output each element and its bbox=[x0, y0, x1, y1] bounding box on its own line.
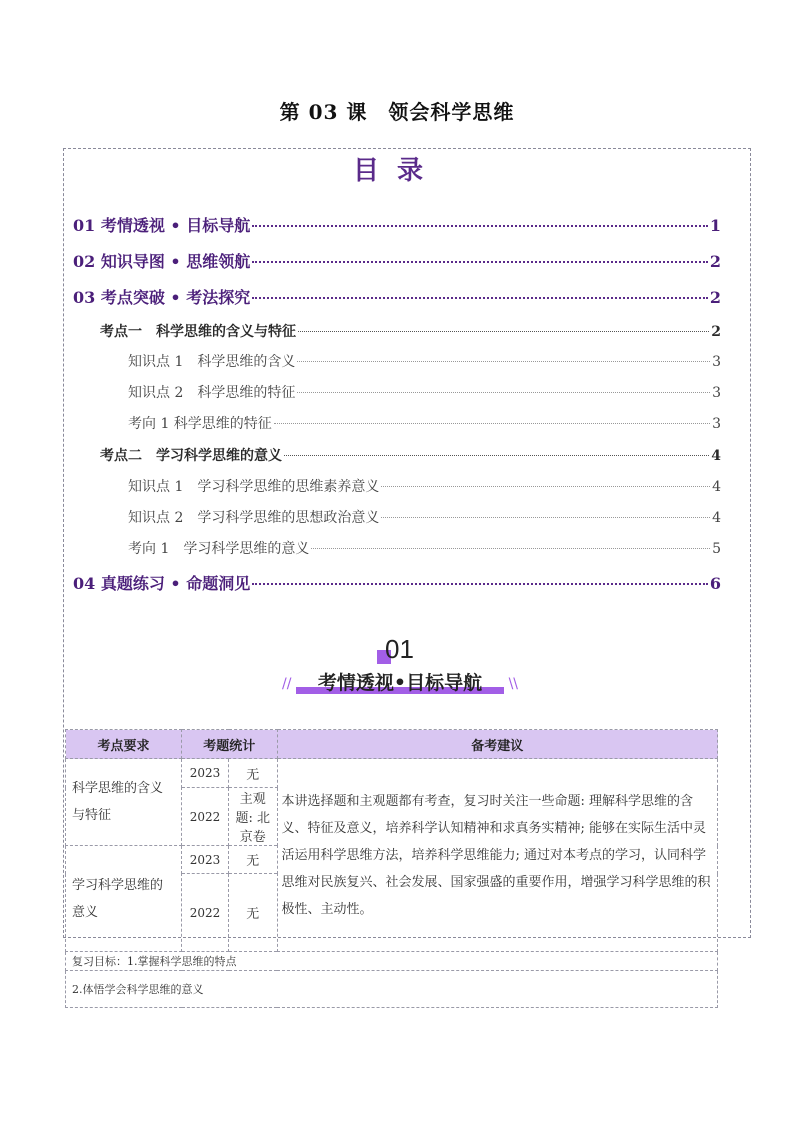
toc-entry-label: 04 真题练习 • 命题洞见 bbox=[73, 574, 251, 593]
toc-entry[interactable] bbox=[128, 413, 721, 433]
toc-entry-page: 1 bbox=[709, 216, 721, 235]
toc-entry-page: 2 bbox=[711, 324, 721, 340]
toc-entry[interactable] bbox=[73, 285, 721, 308]
toc-leader bbox=[381, 517, 710, 518]
review-goal-line: 2.体悟学会科学思维的意义 bbox=[66, 971, 718, 1008]
stat-cell: 无 bbox=[229, 846, 278, 874]
topic-cell: 学习科学思维的意义 bbox=[66, 846, 182, 952]
page-title: 第 03 课 领会科学思维 bbox=[279, 100, 515, 124]
toc-entry-page: 4 bbox=[712, 510, 721, 526]
toc-leader bbox=[284, 455, 709, 456]
toc-entry-label: 02 知识导图 • 思维领航 bbox=[73, 252, 251, 271]
toc-entry-label: 考向 1 科学思维的特征 bbox=[128, 416, 272, 432]
toc-leader bbox=[297, 392, 710, 393]
toc-entry[interactable] bbox=[128, 538, 721, 558]
table-header-row bbox=[66, 730, 718, 759]
toc-entry-page: 2 bbox=[709, 252, 721, 271]
table-row bbox=[66, 971, 718, 1008]
table-row bbox=[66, 759, 718, 788]
year-cell: 2022 bbox=[182, 874, 229, 952]
topic-cell: 科学思维的含义与特征 bbox=[66, 759, 182, 846]
year-cell: 2023 bbox=[182, 846, 229, 874]
toc-entry-page: 6 bbox=[709, 574, 721, 593]
toc-leader bbox=[381, 486, 710, 487]
table-header: 考点要求 bbox=[66, 730, 182, 759]
toc-entry-label: 知识点 1 学习科学思维的思维素养意义 bbox=[128, 479, 380, 495]
toc-entry[interactable] bbox=[73, 213, 721, 236]
toc-entry[interactable] bbox=[128, 351, 721, 371]
section-number bbox=[377, 634, 427, 664]
advice-cell: 本讲选择题和主观题都有考查，复习时关注一些命题: 理解科学思维的含义、特征及意义，培养科学认知精神和求真务实精神; 能够在实际生活中灵活运用科学思维方法，培养科学思维能力; 通过对本考点的学习，认同科学思维对民族复兴、社会发展、国家强盛的重要作用，增强学习科学思维的积极性、主动性。 bbox=[277, 759, 717, 952]
stat-cell: 主观题: 北京卷 bbox=[229, 788, 278, 846]
slash-decoration-icon: // bbox=[282, 676, 292, 692]
toc-entry[interactable] bbox=[128, 476, 721, 496]
review-goal-line: 复习目标：1.掌握科学思维的特点 bbox=[66, 952, 718, 971]
toc-entry-page: 4 bbox=[712, 479, 721, 495]
exam-analysis-table bbox=[65, 729, 718, 1008]
toc-entry[interactable] bbox=[73, 571, 721, 594]
toc-entry-page: 3 bbox=[712, 354, 721, 370]
toc-leader bbox=[252, 225, 708, 227]
year-cell: 2023 bbox=[182, 759, 229, 788]
section-title: 考情透视•目标导航 bbox=[317, 672, 483, 694]
toc-leader bbox=[252, 261, 708, 263]
table-row bbox=[66, 952, 718, 971]
toc-leader bbox=[298, 331, 709, 332]
toc-leader bbox=[297, 361, 710, 362]
toc-entry-label: 考向 1 学习科学思维的意义 bbox=[128, 541, 310, 557]
section-number-text: 01 bbox=[385, 634, 414, 664]
toc-entry-label: 知识点 2 科学思维的特征 bbox=[128, 385, 296, 401]
section-banner bbox=[282, 668, 518, 698]
toc-entry-label: 考点一 科学思维的含义与特征 bbox=[100, 324, 296, 340]
toc-leader bbox=[274, 423, 710, 424]
toc-entry[interactable] bbox=[73, 249, 721, 272]
toc-entry-label: 01 考情透视 • 目标导航 bbox=[73, 216, 251, 235]
backslash-decoration-icon: \\ bbox=[508, 676, 518, 692]
toc-leader bbox=[252, 583, 708, 585]
table-header: 考题统计 bbox=[182, 730, 278, 759]
year-cell: 2022 bbox=[182, 788, 229, 846]
toc-entry[interactable] bbox=[128, 507, 721, 527]
toc-entry-page: 5 bbox=[712, 541, 721, 557]
toc-entry-page: 2 bbox=[709, 288, 721, 307]
toc-entry-page: 3 bbox=[712, 385, 721, 401]
toc-entry-page: 4 bbox=[711, 448, 721, 464]
toc-entry-label: 03 考点突破 • 考法探究 bbox=[73, 288, 251, 307]
toc-entry[interactable] bbox=[100, 321, 721, 341]
toc-entry-label: 知识点 2 学习科学思维的思想政治意义 bbox=[128, 510, 380, 526]
toc-entry[interactable] bbox=[128, 382, 721, 402]
toc-entry-page: 3 bbox=[712, 416, 721, 432]
stat-cell: 无 bbox=[229, 759, 278, 788]
toc-leader bbox=[311, 548, 710, 549]
toc-heading: 目录 bbox=[352, 156, 441, 186]
toc-entry-label: 考点二 学习科学思维的意义 bbox=[100, 448, 282, 464]
toc-leader bbox=[252, 297, 708, 299]
table-header: 备考建议 bbox=[277, 730, 717, 759]
toc-entry[interactable] bbox=[100, 445, 721, 465]
toc-entry-label: 知识点 1 科学思维的含义 bbox=[128, 354, 296, 370]
stat-cell: 无 bbox=[229, 874, 278, 952]
